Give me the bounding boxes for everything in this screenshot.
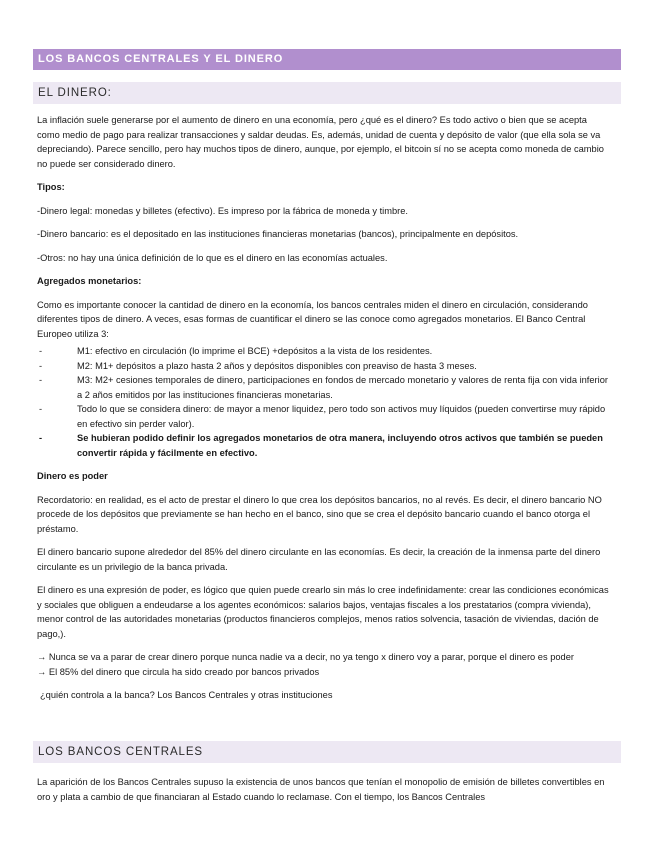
list-item xyxy=(37,359,611,374)
section-heading-bancos-centrales: LOS BANCOS CENTRALES xyxy=(33,741,621,763)
section-heading-el-dinero: EL DINERO: xyxy=(33,82,621,104)
list-item-text: M1: efectivo en circulación (lo imprime el BCE) +depósitos a la vista de los residentes. xyxy=(77,346,433,356)
section-body-el-dinero xyxy=(37,113,611,712)
list-item-text: Se hubieran podido definir los agregados monetarios de otra manera, incluyendo otros activos que también se pueden convertir rápida y fácilmente en efectivo. xyxy=(77,433,603,458)
tipo-dinero-legal: -Dinero legal: monedas y billetes (efectivo). Es impreso por la fábrica de moneda y timbre. xyxy=(37,205,409,216)
list-item-text: Todo lo que se considera dinero: de mayor a menor liquidez, pero todo son activos muy líquidos (pueden convertirse muy rápido en efectivo sin perder valor). xyxy=(77,404,606,429)
bullet-dash: - xyxy=(39,404,43,414)
arrow-note-2: → El 85% del dinero que circula ha sido creado por bancos privados xyxy=(37,666,320,677)
bullet-dash: - xyxy=(39,433,43,443)
bullet-dash: - xyxy=(39,360,43,371)
poder-paragraph-3: El dinero es una expresión de poder, es lógico que quien puede crearlo sin más lo cree indefinidamente: crear las condiciones económicas y sociales que obliguen a endeudarse a los agentes económicos: salarios bajos, ventajas fiscales a los prestatarios (compra vivienda), menor control de las autoridades monetarias (productos financieros complejos, menos ratios solvencia, tasación de viviendas, dación de pago,). xyxy=(37,585,609,639)
poder-paragraph-1: Recordatorio: en realidad, es el acto de prestar el dinero lo que crea los depósitos bancarios, no al revés. Es decir, el dinero bancario NO procede de los depósitos que previamente se han hecho en el banco, sino que se crea el depósito bancario cuando el banco otorga el préstamo. xyxy=(37,494,602,534)
bancos-centrales-paragraph: La aparición de los Bancos Centrales supuso la existencia de unos bancos que tenían el monopolio de emisión de billetes convertibles en oro y plata a cambio de que financiaran al Estado cuando lo reclamase. Con el tiempo, los Bancos Centrales xyxy=(37,777,605,802)
agregados-list xyxy=(37,344,611,460)
list-item xyxy=(37,431,611,460)
bullet-dash: - xyxy=(39,346,43,356)
agregados-heading: Agregados monetarios: xyxy=(37,276,142,286)
tipos-heading: Tipos: xyxy=(37,182,65,192)
arrow-note-1: → Nunca se va a parar de crear dinero porque nunca nadie va a decir, no ya tengo x dinero voy a parar, porque el dinero es poder xyxy=(37,652,574,662)
section-body-bancos-centrales xyxy=(37,775,611,813)
bullet-dash: - xyxy=(39,375,43,385)
tipo-dinero-bancario: -Dinero bancario: es el depositado en las instituciones financieras monetarias (bancos), principalmente en depósitos. xyxy=(37,229,519,239)
list-item-text: M2: M1+ depósitos a plazo hasta 2 años y depósitos disponibles con preaviso de hasta 3 meses. xyxy=(77,360,477,371)
document-title: LOS BANCOS CENTRALES Y EL DINERO xyxy=(33,49,621,70)
agregados-paragraph: Como es importante conocer la cantidad de dinero en la economía, los bancos centrales miden el dinero en circulación, considerando diferentes tipos de dinero. A veces, esas formas de cuantificar el dinero se las conoce como agregados monetarios. El Banco Central Europeo utiliza 3: xyxy=(37,299,588,339)
list-item xyxy=(37,402,611,431)
poder-heading: Dinero es poder xyxy=(37,471,108,481)
question-line: ¿quién controla a la banca? Los Bancos Centrales y otras instituciones xyxy=(40,690,333,700)
intro-paragraph: La inflación suele generarse por el aumento de dinero en una economía, pero ¿qué es el dinero? Es todo activo o bien que se acepta como medio de pago para realizar transacciones y saldar deudas. Es, además, unidad de cuenta y depósito de valor (que ella sola se va depreciando). Parece sencillo, pero hay muchos tipos de dinero, aunque, por ejemplo, el bitcoin sí no se acepta como moneda de cambio no puede ser considerado dinero. xyxy=(37,115,604,169)
tipo-otros: -Otros: no hay una única definición de lo que es el dinero en las economías actuales. xyxy=(37,252,388,263)
list-item xyxy=(37,373,611,402)
list-item xyxy=(37,344,611,359)
list-item-text: M3: M2+ cesiones temporales de dinero, participaciones en fondos de mercado monetario y valores de renta fija con vida inferior a 2 años emitidos por las instituciones financieras monetarias. xyxy=(77,375,608,400)
poder-paragraph-2: El dinero bancario supone alrededor del 85% del dinero circulante en las economías. Es decir, la creación de la inmensa parte del dinero circulante es un privilegio de la banca privada. xyxy=(37,547,601,572)
